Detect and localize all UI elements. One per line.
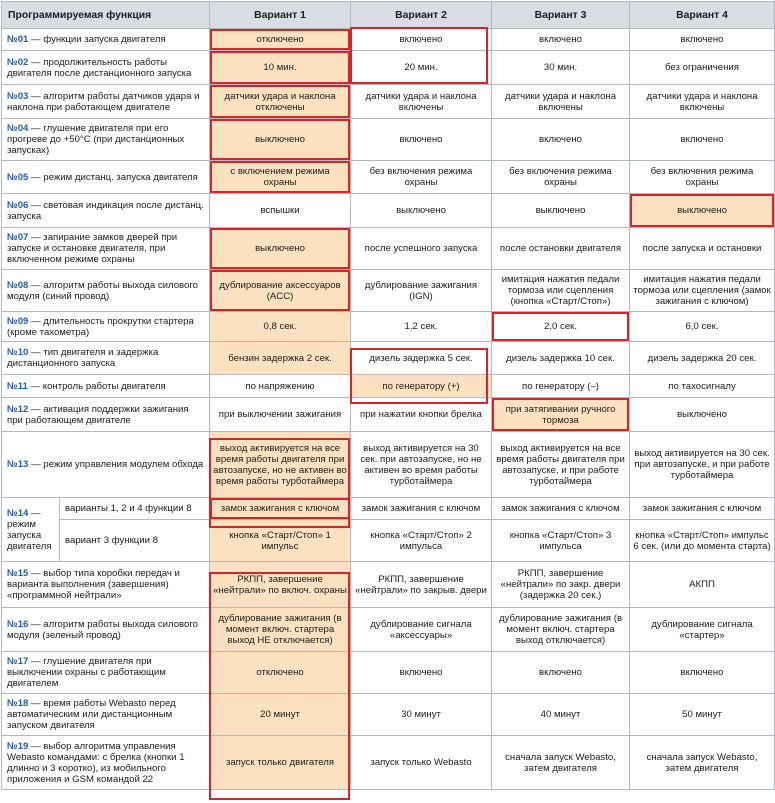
table-row (2, 498, 775, 520)
cell-variant-2: запуск только Webasto (351, 736, 492, 790)
header-variant-4: Вариант 4 (630, 2, 775, 29)
cell-variant-3: датчики удара и наклона включены (492, 85, 630, 119)
cell-variant-3: имитация нажатия педали тормоза или сцепления (кнопка «Старт/Стоп») (492, 270, 630, 312)
table-row (2, 29, 775, 51)
header-variant-3: Вариант 3 (492, 2, 630, 29)
table-row (2, 736, 775, 790)
cell-variant-2: включено (351, 652, 492, 694)
function-text: — алгоритм работы выхода силового модуля (зеленый провод) (7, 618, 199, 641)
function-number: №05 (7, 171, 29, 183)
cell-variant-3: без включения режима охраны (492, 161, 630, 194)
function-number: №15 (7, 568, 29, 579)
table-row (2, 608, 775, 652)
function-number: №11 (7, 380, 28, 392)
function-number: №01 (7, 34, 29, 45)
function-text: — алгоритм работы выхода силового модуля (синий провод) (7, 279, 199, 302)
cell-variant-4: без включения режима охраны (630, 161, 775, 194)
function-number: №06 (7, 199, 29, 211)
cell-variant-1: кнопка «Старт/Стоп» 1 импульс (210, 520, 351, 562)
cell-variant-4: кнопка «Старт/Стоп» импульс 6 сек. (или до момента старта) (630, 520, 775, 562)
function-text: — длительность прокрутки стартера (кроме тахометра) (7, 315, 194, 338)
cell-variant-4: без ограничения (630, 51, 775, 85)
function-text: — продолжительность работы двигателя после дистанционного запуска (7, 56, 192, 79)
table-row (2, 432, 775, 498)
cell-variant-3: замок зажигания с ключом (492, 498, 630, 520)
function-text: — световая индикация после дистанц. запуска (7, 199, 204, 222)
function-number: №13 (7, 459, 29, 470)
table-row (2, 228, 775, 270)
cell-variant-3: по генератору (–) (492, 375, 630, 398)
cell-variant-1: при выключении зажигания (210, 398, 351, 432)
function-number: №07 (7, 232, 29, 243)
cell-variant-1: вспышки (210, 194, 351, 228)
function-text: — тип двигателя и задержка дистанционного запуска (7, 347, 159, 369)
function-cell (2, 375, 210, 398)
cell-variant-1: дублирование зажигания (в момент включ. стартера выход НЕ отключается) (210, 608, 351, 652)
cell-variant-3: 40 минут (492, 694, 630, 736)
function-text: — запирание замков дверей при запуске и остановке двигателя, при включенном режиме охраны (7, 232, 178, 265)
function-text: — глушение двигателя при его прогреве до +50°С (при дистанционных запусках) (7, 123, 185, 156)
table-row (2, 342, 775, 375)
function-text: — глушение двигателя при выключении охраны с работающим двигателем (7, 656, 166, 689)
cell-variant-2: датчики удара и наклона включены (351, 85, 492, 119)
cell-variant-1: выход активируется на все время работы двигателя при автозапуске, но не активен во время работы турботаймера (210, 432, 351, 498)
header-function: Программируемая функция (2, 2, 210, 29)
cell-variant-1: 0,8 сек. (210, 312, 351, 342)
cell-variant-2: дизель задержка 5 сек. (351, 342, 492, 375)
cell-variant-3: при затягивании ручного тормоза (492, 398, 630, 432)
cell-variant-2: РКПП, завершение «нейтрали» по закрыв. двери (351, 562, 492, 608)
function-text: — активация поддержки зажигания при работающем двигателе (7, 403, 189, 426)
function-number: №18 (7, 698, 29, 709)
cell-variant-1: выключено (210, 119, 351, 161)
function-cell (2, 194, 210, 228)
header-variant-1: Вариант 1 (210, 2, 351, 29)
function-cell (2, 562, 210, 608)
cell-variant-4: замок зажигания с ключом (630, 498, 775, 520)
function-cell (2, 228, 210, 270)
cell-variant-4: включено (630, 119, 775, 161)
function-text: — выбор типа коробки передач и варианта выполнения (завершения) «программной нейтрали» (7, 568, 180, 601)
cell-variant-4: 50 минут (630, 694, 775, 736)
cell-variant-1: датчики удара и наклона отключены (210, 85, 351, 119)
cell-variant-2: после успешного запуска (351, 228, 492, 270)
function-text: — алгоритм работы датчиков удара и наклона при работающем двигателе (7, 90, 200, 113)
cell-variant-4: включено (630, 652, 775, 694)
cell-variant-2: кнопка «Старт/Стоп» 2 импульса (351, 520, 492, 562)
cell-variant-2: 30 минут (351, 694, 492, 736)
function-cell (2, 736, 210, 790)
function-cell (2, 119, 210, 161)
table-row (2, 562, 775, 608)
function-table (1, 1, 775, 790)
cell-variant-4: дизель задержка 20 сек. (630, 342, 775, 375)
cell-variant-4: выключено (630, 398, 775, 432)
cell-variant-2: 1,2 сек. (351, 312, 492, 342)
cell-variant-3: выключено (492, 194, 630, 228)
cell-variant-3: включено (492, 29, 630, 51)
sub-label: варианты 1, 2 и 4 функции 8 (60, 498, 210, 520)
cell-variant-4: датчики удара и наклона включены (630, 85, 775, 119)
cell-variant-1: выключено (210, 228, 351, 270)
table-row (2, 161, 775, 194)
function-number: №16 (7, 618, 29, 630)
function-number: №08 (7, 279, 29, 291)
header-variant-2: Вариант 2 (351, 2, 492, 29)
cell-variant-3: РКПП, завершение «нейтрали» по закр. двери (задержка 20 сек.) (492, 562, 630, 608)
cell-variant-1: дублирование аксессуаров (ACC) (210, 270, 351, 312)
sub-label: вариант 3 функции 8 (60, 520, 210, 562)
table-row (2, 194, 775, 228)
cell-variant-4: дублирование сигнала «стартер» (630, 608, 775, 652)
function-cell (2, 432, 210, 498)
function-number: №02 (7, 56, 29, 68)
cell-variant-1: с включением режима охраны (210, 161, 351, 194)
function-cell (2, 270, 210, 312)
cell-variant-1: бензин задержка 2 сек. (210, 342, 351, 375)
cell-variant-3: 30 мин. (492, 51, 630, 85)
cell-variant-4: сначала запуск Webasto, затем двигателя (630, 736, 775, 790)
cell-variant-3: дизель задержка 10 сек. (492, 342, 630, 375)
table-row (2, 398, 775, 432)
cell-variant-3: включено (492, 652, 630, 694)
table-row (2, 520, 775, 562)
cell-variant-1: замок зажигания с ключом (210, 498, 351, 520)
function-cell (2, 608, 210, 652)
cell-variant-2: замок зажигания с ключом (351, 498, 492, 520)
function-number: №04 (7, 123, 29, 134)
table-row (2, 375, 775, 398)
function-number: №10 (7, 347, 29, 358)
cell-variant-1: РКПП, завершение «нейтрали» по включ. охраны (210, 562, 351, 608)
cell-variant-2: без включения режима охраны (351, 161, 492, 194)
function-cell (2, 498, 60, 562)
function-cell (2, 652, 210, 694)
table-row (2, 85, 775, 119)
function-text: — контроль работы двигателя (27, 380, 166, 392)
cell-variant-4: включено (630, 29, 775, 51)
function-cell (2, 85, 210, 119)
table-row (2, 652, 775, 694)
cell-variant-4: выход активируется на 30 сек. при автозапуске, и при работе турботаймера (630, 432, 775, 498)
function-number: №09 (7, 315, 29, 327)
cell-variant-4: имитация нажатия педали тормоза или сцепления (замок зажигания с ключом) (630, 270, 775, 312)
cell-variant-4: после запуска и остановки (630, 228, 775, 270)
cell-variant-2: включено (351, 29, 492, 51)
table-row (2, 694, 775, 736)
cell-variant-3: 2,0 сек. (492, 312, 630, 342)
cell-variant-1: 10 мин. (210, 51, 351, 85)
function-text: — выбор алгоритма управления Webasto командами: с брелка (кнопки 1 длинно и 3 коротко), из мобильного приложения и GSM командой 22 (7, 740, 185, 785)
cell-variant-2: по генератору (+) (351, 375, 492, 398)
cell-variant-2: дублирование сигнала «аксессуары» (351, 608, 492, 652)
function-number: №12 (7, 403, 29, 415)
cell-variant-4: выключено (630, 194, 775, 228)
cell-variant-3: сначала запуск Webasto, затем двигателя (492, 736, 630, 790)
cell-variant-3: включено (492, 119, 630, 161)
function-text: — режим запуска двигателя (7, 507, 52, 552)
function-number: №14 (7, 507, 29, 519)
cell-variant-2: дублирование зажигания (IGN) (351, 270, 492, 312)
cell-variant-1: 20 минут (210, 694, 351, 736)
cell-variant-1: запуск только двигателя (210, 736, 351, 790)
cell-variant-3: дублирование зажигания (в момент включ. стартера выход отключается) (492, 608, 630, 652)
function-cell (2, 312, 210, 342)
cell-variant-3: кнопка «Старт/Стоп» 3 импульса (492, 520, 630, 562)
table-row (2, 270, 775, 312)
function-number: №17 (7, 656, 29, 667)
cell-variant-2: выход активируется на 30 сек. при автозапуске, но не активен во время работы турботаймера (351, 432, 492, 498)
table-row (2, 51, 775, 85)
cell-variant-2: при нажатии кнопки брелка (351, 398, 492, 432)
table-header-row (2, 2, 775, 29)
cell-variant-4: АКПП (630, 562, 775, 608)
cell-variant-3: после остановки двигателя (492, 228, 630, 270)
function-text: — режим дистанц. запуска двигателя (28, 171, 198, 183)
function-cell (2, 161, 210, 194)
table-row (2, 119, 775, 161)
function-cell (2, 694, 210, 736)
table-row (2, 312, 775, 342)
cell-variant-1: отключено (210, 652, 351, 694)
cell-variant-3: выход активируется на все время работы двигателя при автозапуске, и при работе турботаймера (492, 432, 630, 498)
cell-variant-2: 20 мин. (351, 51, 492, 85)
function-text: — время работы Webasto перед автоматическим или дистанционным запуском двигателя (7, 698, 176, 731)
function-number: №03 (7, 90, 29, 102)
function-cell (2, 51, 210, 85)
cell-variant-1: по напряжению (210, 375, 351, 398)
cell-variant-4: 6,0 сек. (630, 312, 775, 342)
function-cell (2, 342, 210, 375)
function-cell (2, 29, 210, 51)
cell-variant-2: включено (351, 119, 492, 161)
function-cell (2, 398, 210, 432)
function-text: — режим управления модулем обхода (28, 459, 204, 470)
cell-variant-2: выключено (351, 194, 492, 228)
cell-variant-4: по тахосигналу (630, 375, 775, 398)
function-text: — функции запуска двигателя (28, 34, 166, 45)
function-number: №19 (7, 740, 29, 752)
cell-variant-1: отключено (210, 29, 351, 51)
